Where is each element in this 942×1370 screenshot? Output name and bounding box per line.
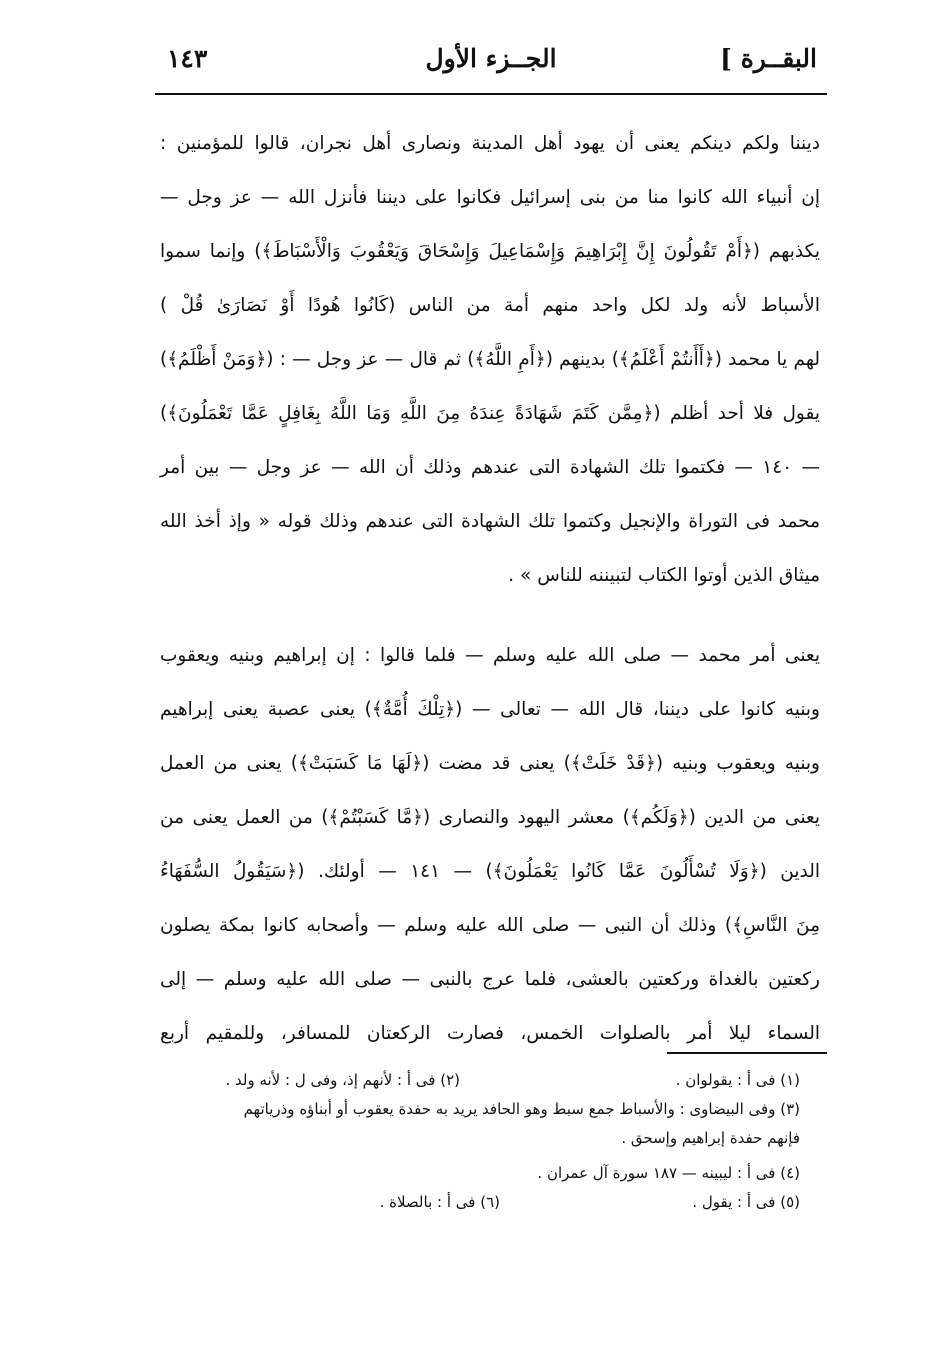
footnote-2: (٢) فى أ : لأنهم إذ، وفى ل : لأنه ولد . [225, 1071, 460, 1089]
text-line: يعنى أمر محمد — صلى الله عليه وسلم — فلما قالوا : إن إبراهيم وبنيه ويعقوب [160, 645, 820, 666]
text-line: مِنَ النَّاسِ﴾) وذلك أن النبى — صلى الله عليه وسلم — وأصحابه كانوا بمكة يصلون [160, 915, 820, 936]
footnote-5: (٥) فى أ : يقول . [692, 1193, 800, 1211]
body-text [160, 117, 820, 1061]
footnote-row [160, 1188, 800, 1217]
footnote-3-continued: فإنهم حفدة إبراهيم وإسحق . [621, 1129, 800, 1147]
footnote-6: (٦) فى أ : بالصلاة . [379, 1193, 500, 1211]
page-header [155, 38, 827, 88]
text-line: يعنى من الدين (﴿وَلَكُم﴾) معشر اليهود والنصارى (﴿مَّا كَسَبْتُمْ﴾) من العمل يعنى من [160, 807, 820, 828]
footnotes [160, 1066, 800, 1217]
text-line: محمد فى التوراة والإنجيل وكتموا تلك الشهادة التى عندهم وذلك قوله « وإذ أخذ الله [160, 511, 820, 532]
text-line: إن أنبياء الله كانوا منا من بنى إسرائيل فكانوا على ديننا فأنزل الله — عز وجل — [160, 187, 820, 208]
text-line: لهم يا محمد (﴿أَأَنتُمْ أَعْلَمُ﴾) بدينهم (﴿أَمِ اللَّهُ﴾) ثم قال — عز وجل — : (﴿وَمَنْ أَظْلَمُ﴾) [160, 349, 820, 370]
text-line: ميثاق الذين أوتوا الكتاب لتبيننه للناس » . [508, 565, 820, 586]
text-line: يقول فلا أحد أظلم (﴿مِمَّن كَتَمَ شَهَادَةً عِندَهُ مِنَ اللَّهِ وَمَا اللَّهُ بِغَافِلٍ عَمَّا تَعْمَلُونَ﴾) [160, 403, 820, 424]
header-divider [155, 93, 827, 95]
text-line: وبنيه كانوا على ديننا، قال الله — تعالى — (﴿تِلْكَ أُمَّةٌ﴾) يعنى عصبة يعنى إبراهيم [160, 699, 820, 720]
footnote-row [160, 1095, 800, 1124]
text-line: وبنيه ويعقوب وبنيه (﴿قَدْ خَلَتْ﴾) يعنى قد مضت (﴿لَهَا مَا كَسَبَتْ﴾) يعنى من العمل [160, 753, 820, 774]
text-line: ديننا ولكم دينكم يعنى أن يهود أهل المدينة ونصارى أهل نجران، قالوا للمؤمنين : [160, 133, 820, 154]
text-line: الأسباط لأنه ولد لكل واحد منهم أمة من الناس (كَانُوا هُودًا أَوْ نَصَارَىٰ قُلْ ) [160, 295, 820, 316]
text-line: ركعتين بالغداة وركعتين بالعشى، فلما عرج بالنبى — صلى الله عليه وسلم — إلى [160, 969, 820, 990]
text-line: يكذبهم (﴿أَمْ تَقُولُونَ إِنَّ إِبْرَاهِيمَ وَإِسْمَاعِيلَ وَإِسْحَاقَ وَيَعْقُوبَ وَالْأَسْبَاطَ﴾) وإنما سموا [160, 241, 820, 262]
footnote-divider [667, 1052, 827, 1054]
footnote-4: (٤) فى أ : ليبينه — ١٨٧ سورة آل عمران . [537, 1164, 800, 1182]
text-line: السماء ليلا أمر بالصلوات الخمس، فصارت الركعتان للمسافر، وللمقيم أربع [160, 1023, 820, 1044]
footnote-row [160, 1124, 800, 1153]
footnote-row [160, 1066, 800, 1095]
surah-title: البقــرة ] [720, 44, 817, 73]
text-line: الدين (﴿وَلَا تُسْأَلُونَ عَمَّا كَانُوا يَعْمَلُونَ﴾) — ١٤١ — أولئك. (﴿سَيَقُولُ السُّفَهَاءُ [160, 861, 820, 882]
text-line: — ١٤٠ — فكتموا تلك الشهادة التى عندهم وذلك أن الله — عز وجل — بين أمر [160, 457, 820, 478]
paragraph-gap [160, 603, 820, 629]
footnote-row [160, 1159, 800, 1188]
footnote-1: (١) فى أ : يقولوان . [675, 1071, 800, 1089]
footnote-3: (٣) وفى البيضاوى : والأسباط جمع سبط وهو الحافد يريد به حفدة يعقوب أو أبناؤه وذرياتهم [243, 1100, 800, 1118]
page-number: ١٤٣ [167, 44, 208, 73]
part-title: الجــزء الأول [425, 44, 557, 73]
